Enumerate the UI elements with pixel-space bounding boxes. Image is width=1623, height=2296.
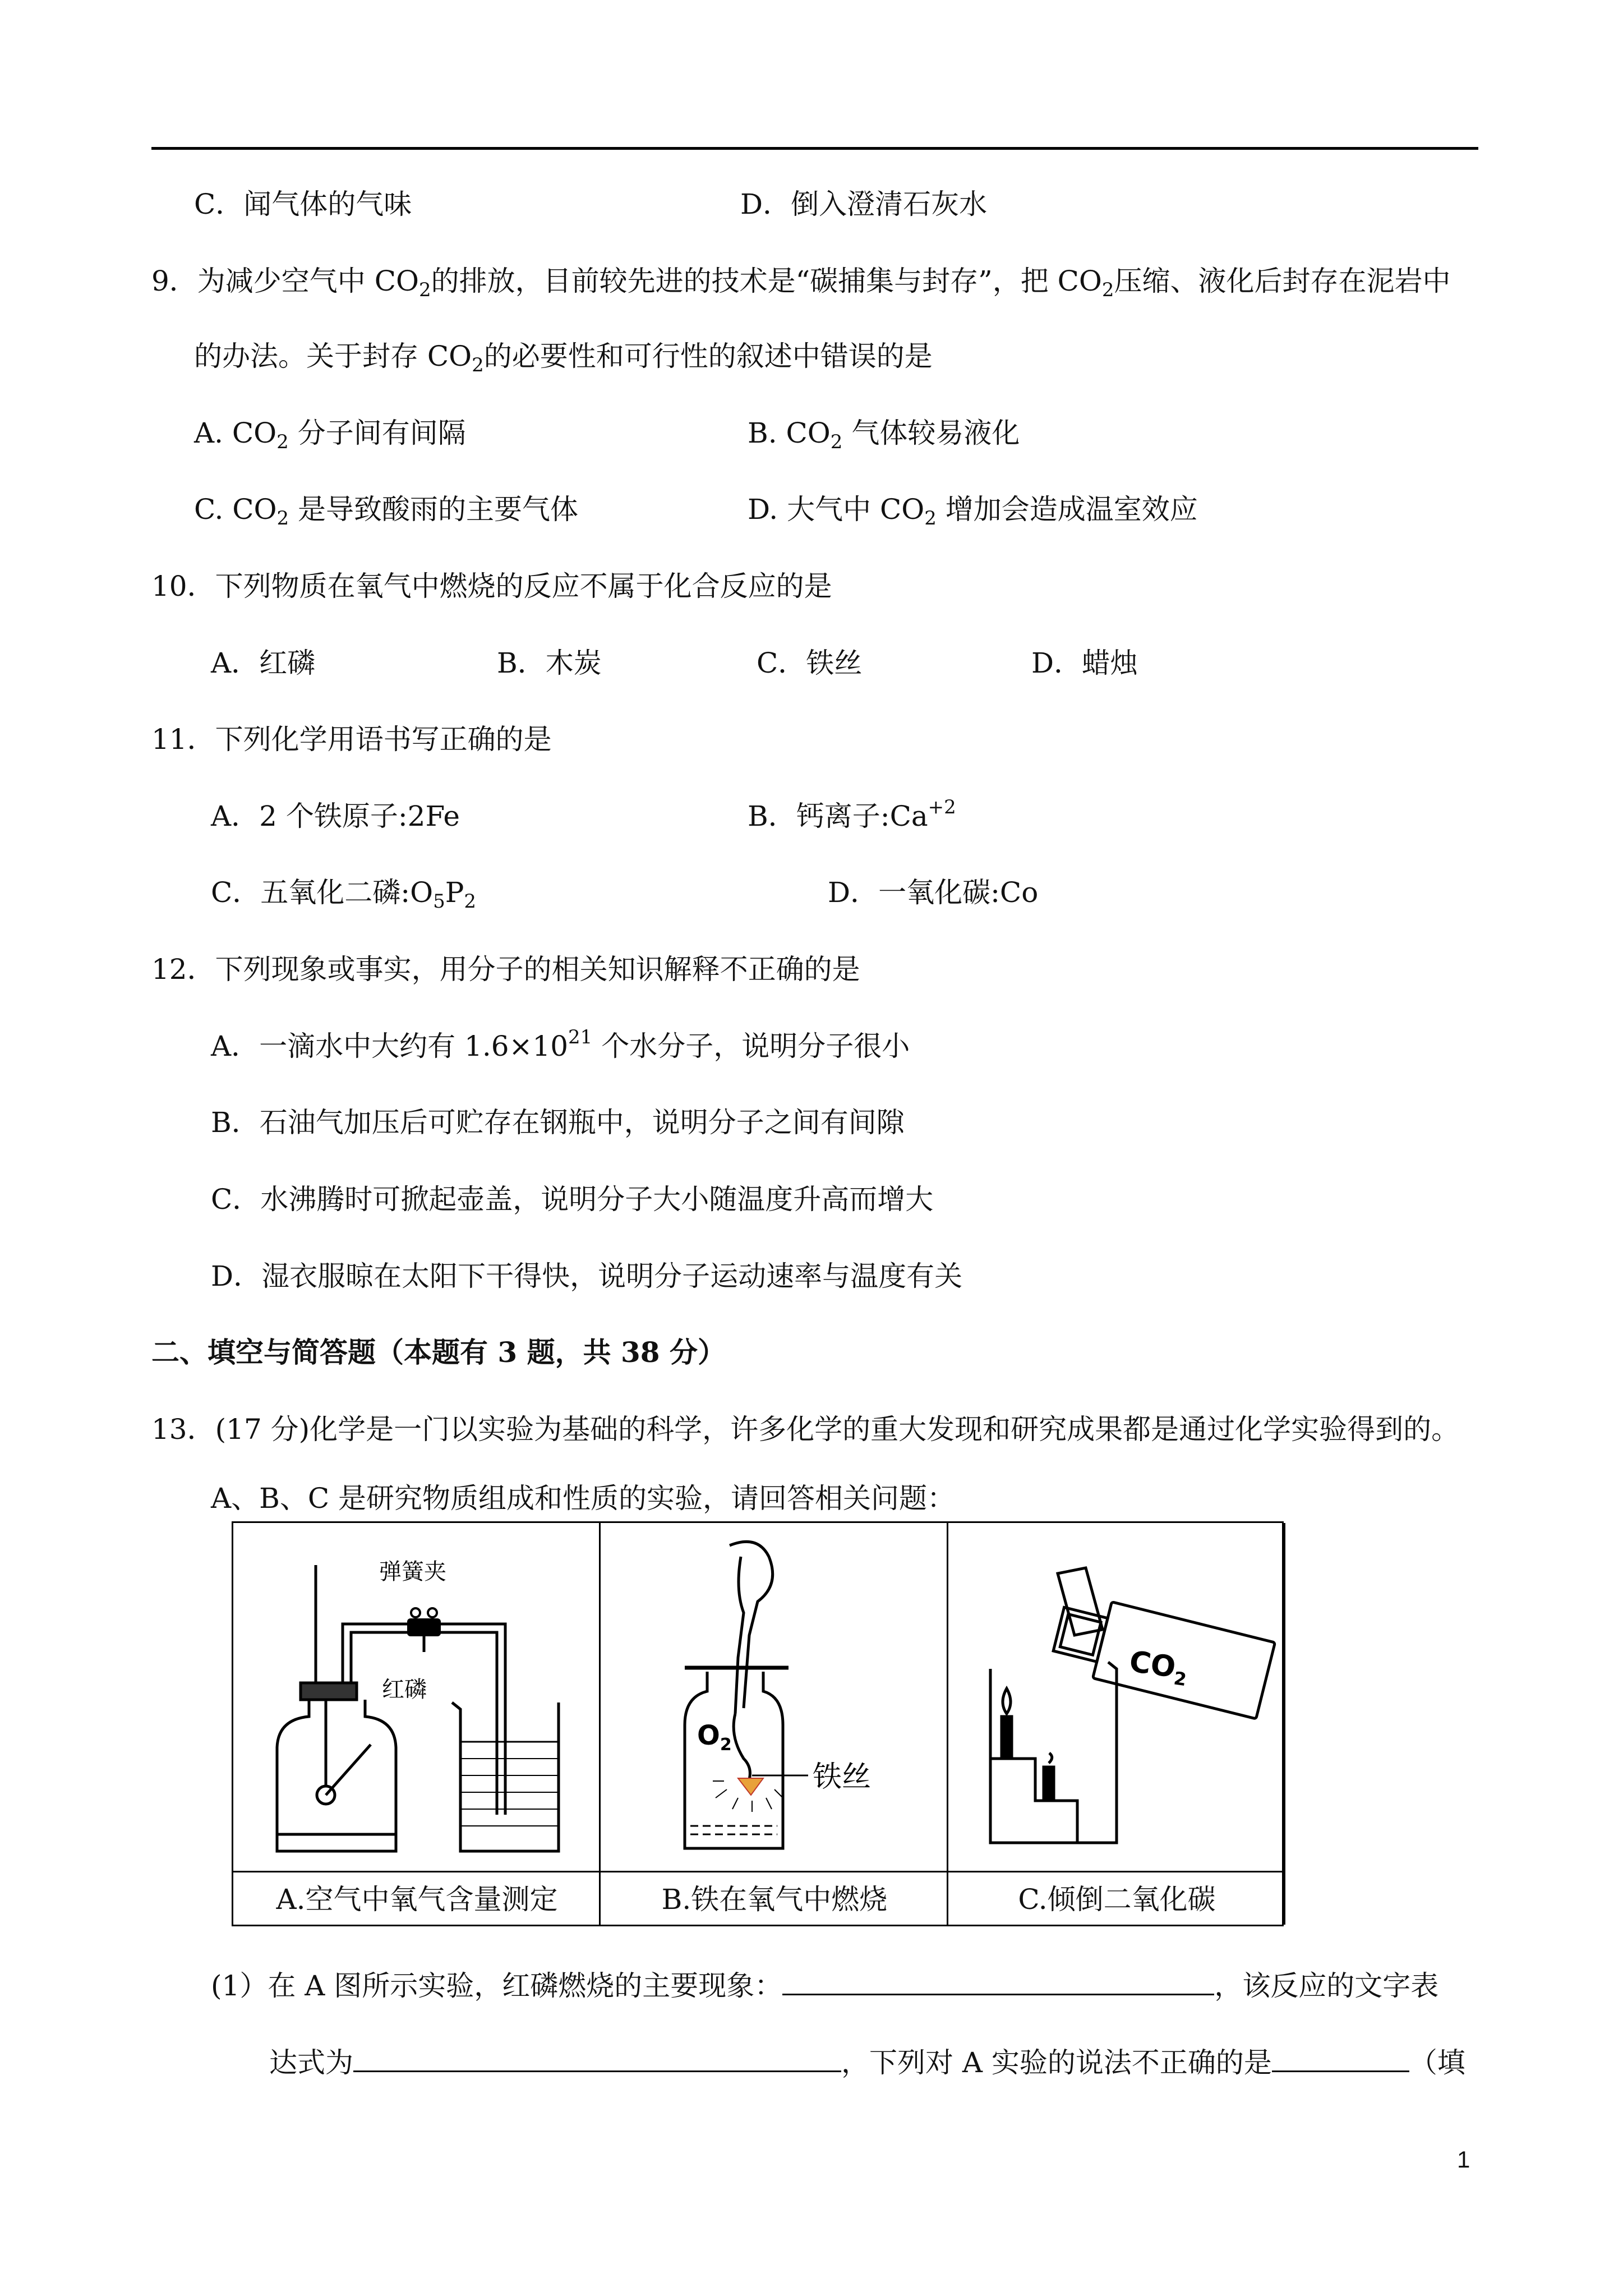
figure-a-caption: A.空气中氧气含量测定: [276, 1883, 558, 1916]
q9-option-b: B. $CO_2$ 气体较易液化: [748, 417, 1020, 453]
experiment-figure-table: [232, 1521, 1284, 1926]
header-rule: [151, 147, 1478, 150]
q12-option-d: D．湿衣服晾在太阳下干得快，说明分子运动速率与温度有关: [211, 1260, 963, 1292]
q11-option-d: D．一氧化碳:Co: [828, 876, 1039, 909]
figure-b-caption: B.铁在氧气中燃烧: [661, 1883, 888, 1916]
q9-stem-line1: 9．为减少空气中 $CO_2$的排放，目前较先进的技术是“碳捕集与封存”，把 $CO_2$压缩、液化后封存在泥岩中: [151, 265, 1451, 301]
q10-option-d: D．蜡烛: [1031, 647, 1138, 679]
q11-option-c: C．五氧化二磷$:O_5P_2$: [211, 876, 477, 913]
q9-option-c: C. $CO_2$ 是导致酸雨的主要气体: [194, 493, 579, 530]
iron-burning-apparatus-drawing: [601, 1523, 947, 1871]
q13-part1-line2: 达式为 ，下列对 A 实验的说法不正确的是 （填: [269, 2043, 1465, 2082]
page-number: 1: [1457, 2146, 1470, 2173]
q9-option-d: D. 大气中 $CO_2$ 增加会造成温室效应: [748, 493, 1198, 530]
q11-option-a: A．2 个铁原子:2Fe: [211, 800, 460, 832]
figure-cell-b: [601, 1523, 948, 1925]
red-phosphorus-label: 红磷: [382, 1677, 427, 1703]
q9-stem-line2: 的办法。关于封存 $CO_2$的必要性和可行性的叙述中错误的是: [194, 340, 933, 376]
q8-option-c: C．闻气体的气味: [194, 188, 412, 220]
q12-stem: 12．下列现象或事实，用分子的相关知识解释不正确的是: [151, 953, 860, 986]
q10-option-b: B．木炭: [497, 647, 602, 679]
q9-option-a: A. $CO_2$ 分子间有间隔: [194, 417, 466, 453]
q8-option-d: D．倒入澄清石灰水: [740, 188, 988, 220]
iron-wire-label: 铁丝: [813, 1760, 872, 1794]
q10-stem: 10．下列物质在氧气中燃烧的反应不属于化合反应的是: [151, 570, 832, 602]
q12-option-c: C．水沸腾时可掀起壶盖，说明分子大小随温度升高而增大: [211, 1183, 934, 1216]
o2-label: $O_2$: [697, 1720, 732, 1755]
figure-cell-a: [233, 1523, 601, 1925]
figure-c-caption: C.倾倒二氧化碳: [1018, 1883, 1216, 1916]
answer-blank-phenomenon[interactable]: [782, 1967, 1214, 1995]
q13-stem: 13．(17 分)化学是一门以实验为基础的科学，许多化学的重大发现和研究成果都是通过化学实验得到的。: [151, 1413, 1460, 1446]
q10-option-c: C．铁丝: [757, 647, 863, 679]
pouring-co2-apparatus-drawing: [948, 1523, 1284, 1871]
clamp-label: 弹簧夹: [379, 1559, 446, 1585]
q13-part1-line1: (1）在 A 图所示实验，红磷燃烧的主要现象： ，该反应的文字表: [211, 1966, 1438, 2005]
oxygen-content-apparatus-drawing: [233, 1523, 599, 1871]
answer-blank-expression[interactable]: [353, 2044, 841, 2072]
answer-blank-choice[interactable]: [1272, 2044, 1409, 2072]
q10-option-a: A．红磷: [211, 647, 316, 679]
q12-option-a: A．一滴水中大约有 $1.6\times 10^{21}$ 个水分子，说明分子很小: [211, 1026, 910, 1062]
q11-option-b: B．钙离子$:Ca^{+2}$: [748, 796, 956, 832]
figure-cell-c: [948, 1523, 1285, 1925]
q11-stem: 11．下列化学用语书写正确的是: [151, 723, 552, 756]
q13-intro: A、B、C 是研究物质组成和性质的实验，请回答相关问题：: [211, 1482, 956, 1515]
co2-label: $CO_2$: [1127, 1645, 1188, 1691]
q12-option-b: B．石油气加压后可贮存在钢瓶中，说明分子之间有间隙: [211, 1106, 905, 1139]
section-2-title: 二、填空与简答题（本题有 3 题，共 38 分）: [151, 1336, 726, 1369]
